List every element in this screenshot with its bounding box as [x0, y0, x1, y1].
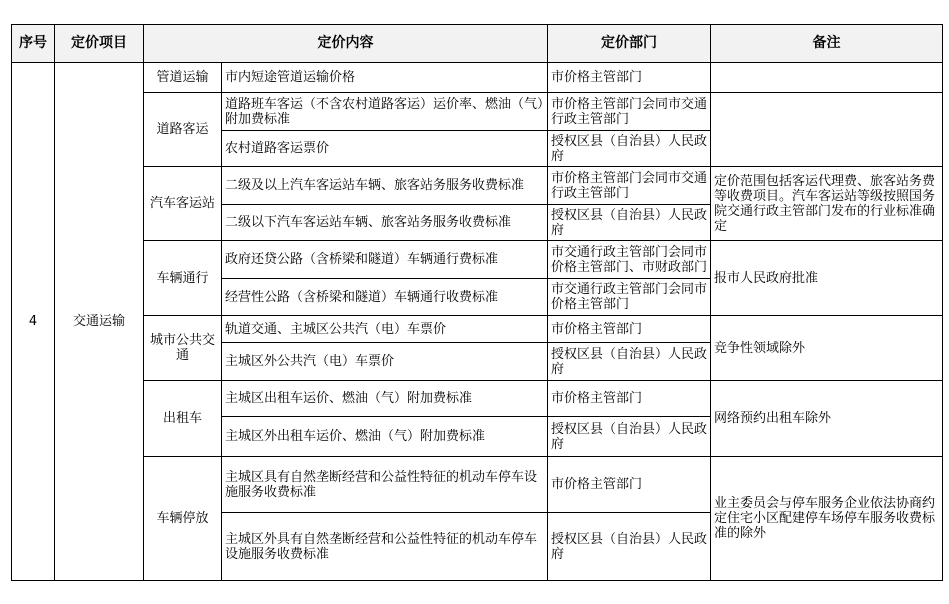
- table-row: [12, 167, 943, 205]
- note-cell: [711, 93, 943, 167]
- dept-cell: 市价格主管部门: [548, 63, 711, 93]
- content-cell: 道路班车客运（不含农村道路客运）运价率、燃油（气）附加费标准: [222, 93, 548, 131]
- content-cell: 政府还贷公路（含桥梁和隧道）车辆通行费标准: [222, 241, 548, 279]
- content-cell: 市内短途管道运输价格: [222, 63, 548, 93]
- dept-cell: 授权区县（自治县）人民政府: [548, 205, 711, 241]
- pricing-table-wrapper: [11, 24, 943, 581]
- table-row: [12, 316, 943, 343]
- header-item: 定价项目: [55, 25, 144, 63]
- note-cell: 报市人民政府批准: [711, 241, 943, 316]
- dept-cell: 授权区县（自治县）人民政府: [548, 513, 711, 581]
- table-row: [12, 241, 943, 279]
- content-cell: 主城区外具有自然垄断经营和公益性特征的机动车停车设施服务收费标准: [222, 513, 548, 581]
- content-cell: 农村道路客运票价: [222, 131, 548, 167]
- content-cell: 主城区具有自然垄断经营和公益性特征的机动车停车设施服务收费标准: [222, 457, 548, 513]
- note-cell: 竞争性领域除外: [711, 316, 943, 381]
- content-cell: 主城区外公共汽（电）车票价: [222, 343, 548, 381]
- group-name: 车辆停放: [144, 457, 222, 581]
- header-note: 备注: [711, 25, 943, 63]
- dept-cell: 授权区县（自治县）人民政府: [548, 131, 711, 167]
- note-cell: 网络预约出租车除外: [711, 381, 943, 457]
- dept-cell: 市交通行政主管部门会同市价格主管部门: [548, 279, 711, 316]
- dept-cell: 授权区县（自治县）人民政府: [548, 417, 711, 457]
- dept-cell: 市价格主管部门: [548, 457, 711, 513]
- table-row: [12, 63, 943, 93]
- item-cell: 交通运输: [55, 63, 144, 581]
- header-row: [12, 25, 943, 63]
- content-cell: 二级以下汽车客运站车辆、旅客站务服务收费标准: [222, 205, 548, 241]
- table-row: [12, 457, 943, 513]
- content-cell: 二级及以上汽车客运站车辆、旅客站务服务收费标准: [222, 167, 548, 205]
- content-cell: 主城区出租车运价、燃油（气）附加费标准: [222, 381, 548, 417]
- note-cell: 业主委员会与停车服务企业依法协商约定住宅小区配建停车场停车服务收费标准的除外: [711, 457, 943, 581]
- content-cell: 主城区外出租车运价、燃油（气）附加费标准: [222, 417, 548, 457]
- group-name: 出租车: [144, 381, 222, 457]
- table-row: [12, 93, 943, 131]
- group-name: 城市公共交通: [144, 316, 222, 381]
- dept-cell: 市价格主管部门会同市交通行政主管部门: [548, 167, 711, 205]
- group-name: 管道运输: [144, 63, 222, 93]
- dept-cell: 市价格主管部门: [548, 316, 711, 343]
- note-cell: [711, 63, 943, 93]
- group-name: 汽车客运站: [144, 167, 222, 241]
- header-content: 定价内容: [144, 25, 548, 63]
- dept-cell: 市交通行政主管部门会同市价格主管部门、市财政部门: [548, 241, 711, 279]
- seq-cell: 4: [12, 63, 55, 581]
- header-seq: 序号: [12, 25, 55, 63]
- table-row: [12, 381, 943, 417]
- content-cell: 经营性公路（含桥梁和隧道）车辆通行收费标准: [222, 279, 548, 316]
- dept-cell: 授权区县（自治县）人民政府: [548, 343, 711, 381]
- header-dept: 定价部门: [548, 25, 711, 63]
- group-name: 道路客运: [144, 93, 222, 167]
- content-cell: 轨道交通、主城区公共汽（电）车票价: [222, 316, 548, 343]
- group-name: 车辆通行: [144, 241, 222, 316]
- note-cell: 定价范围包括客运代理费、旅客站务费等收费项目。汽车客运站等级按照国务院交通行政主管部门发布的行业标准确定: [711, 167, 943, 241]
- dept-cell: 市价格主管部门: [548, 381, 711, 417]
- dept-cell: 市价格主管部门会同市交通行政主管部门: [548, 93, 711, 131]
- pricing-table: [11, 24, 943, 581]
